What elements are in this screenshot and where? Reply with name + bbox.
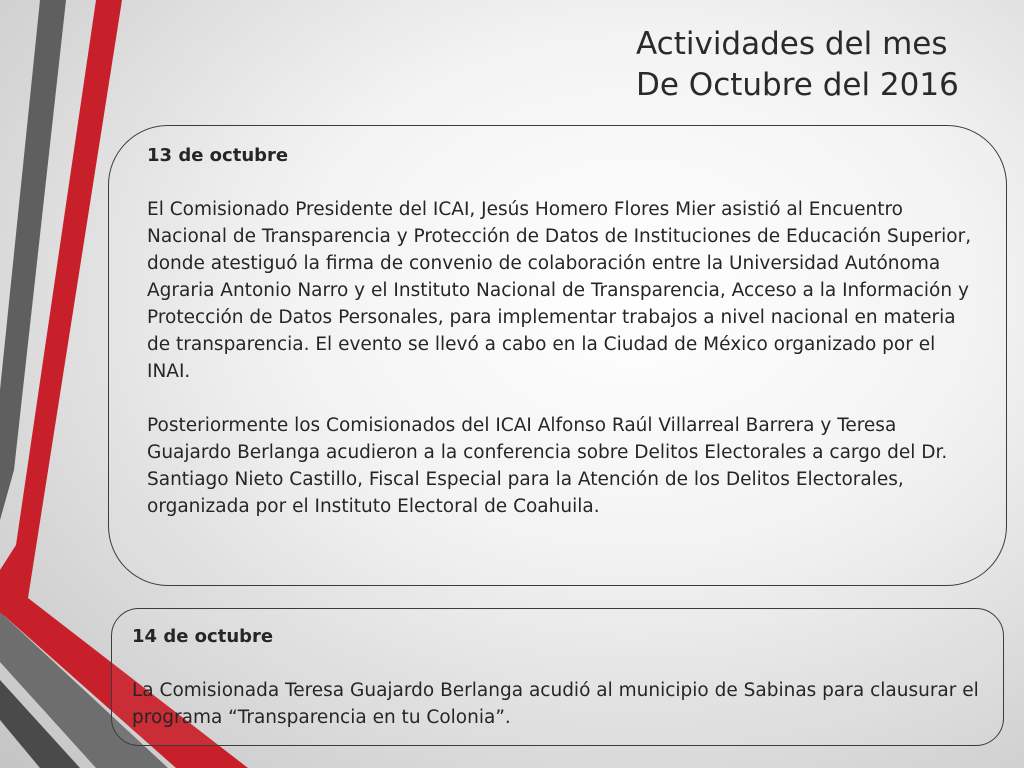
page-title (636, 24, 1006, 106)
activity-card-oct-14 (111, 608, 1004, 746)
title-line-2: De Octubre del 2016 (636, 67, 959, 103)
activity-date: 13 de octubre (147, 145, 289, 166)
activity-description: El Comisionado Presidente del ICAI, Jesús Homero Flores Mier asistió al Encuentro Nacional de Transparencia y Protección de Datos de Instituciones de Educación Superior, donde atestiguó la firma de convenio de colaboración entre la Universidad Autónoma Agraria Antonio Narro y el Instituto Nacional de Transparencia, Acceso a la Información y Protección de Datos Personales, para implementar trabajos a nivel nacional en materia de transparencia. El evento se llevó a cabo en la Ciudad de México organizado por el INAI. (147, 199, 972, 382)
activity-date: 14 de octubre (132, 626, 274, 647)
activity-description: La Comisionada Teresa Guajardo Berlanga acudió al municipio de Sabinas para clausurar el programa “Transparencia en tu Colonia”. (132, 680, 979, 728)
activity-description: Posteriormente los Comisionados del ICAI Alfonso Raúl Villarreal Barrera y Teresa Guajardo Berlanga acudieron a la conferencia sobre Delitos Electorales a cargo del Dr. Santiago Nieto Castillo, Fiscal Especial para la Atención de los Delitos Electorales, organizada por el Instituto Electoral de Coahuila. (147, 415, 948, 517)
activity-card-oct-13 (108, 125, 1007, 586)
title-line-1: Actividades del mes (636, 26, 948, 62)
